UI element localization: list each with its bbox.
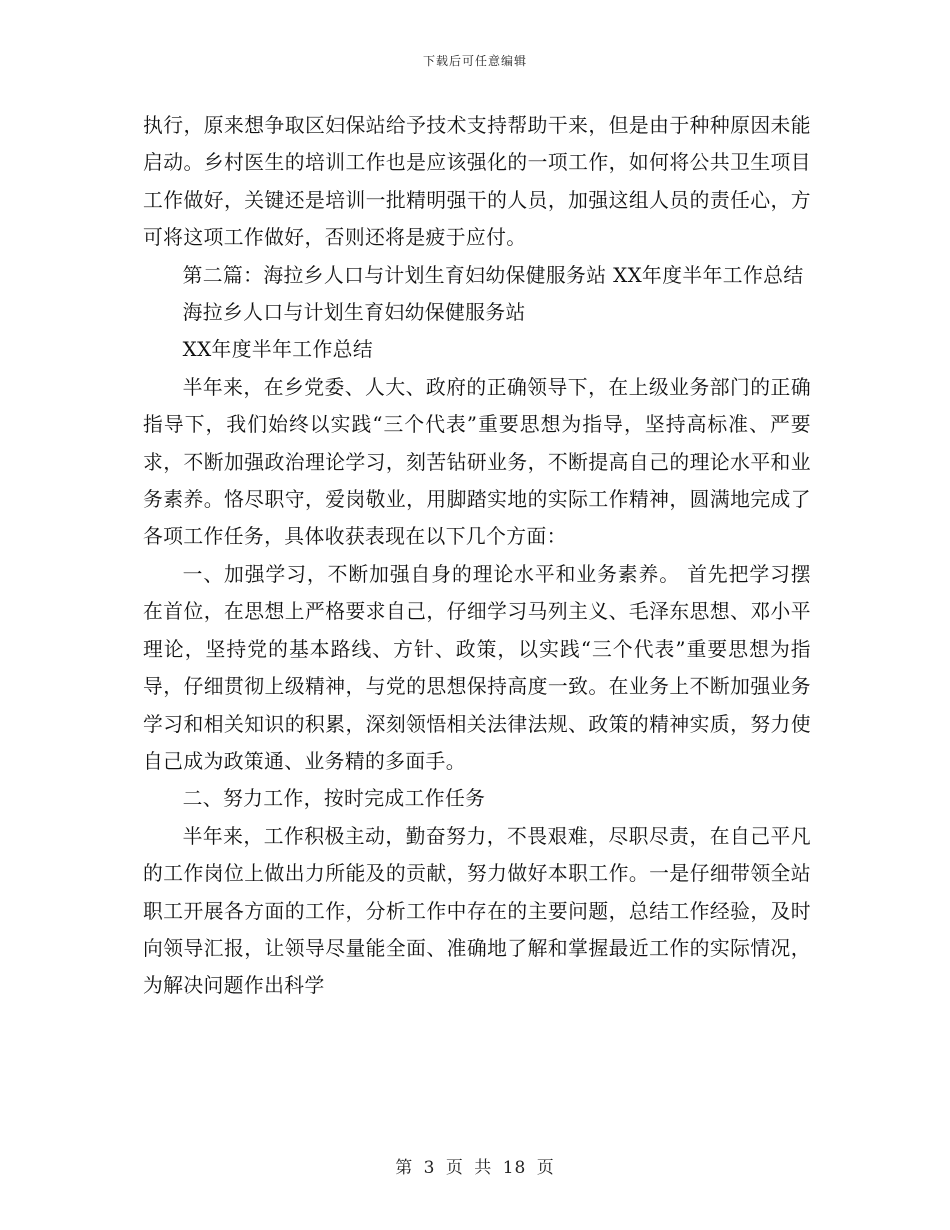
section-two-heading: 二、努力工作，按时完成工作任务 [182, 787, 486, 811]
intro-paragraph: 半年来，在乡党委、人大、政府的正确领导下，在上级业务部门的正确指导下，我们始终以实践“三个代表”重要思想为指导，坚持高标准、严要求，不断加强政治理论学习，刻苦钻研业务，不断提高自己的理论水平和业务素养。恪尽职守，爱岗敬业，用脚踏实地的实际工作精神，圆满地完成了各项工作任务，具体收获表现在以下几个方面： [143, 375, 811, 549]
section-one-paragraph: 一、加强学习，不断加强自身的理论水平和业务素养。 首先把学习摆在首位，在思想上严格要求自己，仔细学习马列主义、毛泽东思想、邓小平理论，坚持党的基本路线、方针、政策，以实践“三个代表”重要思想为指导，仔细贯彻上级精神，与党的思想保持高度一致。在业务上不断加强业务学习和相关知识的积累，深刻领悟相关法律法规、政策的精神实质，努力使自己成为政策通、业务精的多面手。 [143, 562, 811, 773]
paragraph-continuation: 执行，原来想争取区妇保站给予技术支持帮助干来，但是由于种种原因未能启动。乡村医生的培训工作也是应该强化的一项工作，如何将公共卫生项目工作做好，关键还是培训一批精明强干的人员，加强这组人员的责任心，方可将这项工作做好，否则还将是疲于应付。 [143, 114, 811, 250]
report-title: XX年度半年工作总结 [182, 338, 374, 362]
page-header: 下载后可任意编辑 [422, 54, 527, 68]
organization-name: 海拉乡人口与计划生育妇幼保健服务站 [182, 301, 526, 325]
page-number: 第 3 页 共 18 页 [395, 1158, 555, 1178]
section-heading: 第二篇：海拉乡人口与计划生育妇幼保健服务站 XX年度半年工作总结 [182, 263, 804, 287]
section-two-paragraph: 半年来，工作积极主动，勤奋努力，不畏艰难，尽职尽责，在自己平凡的工作岗位上做出力所能及的贡献，努力做好本职工作。一是仔细带领全站职工开展各方面的工作，分析工作中存在的主要问题，总结工作经验，及时向领导汇报，让领导尽量能全面、准确地了解和掌握最近工作的实际情况，为解决问题作出科学 [143, 824, 811, 998]
document-body [143, 107, 811, 1005]
